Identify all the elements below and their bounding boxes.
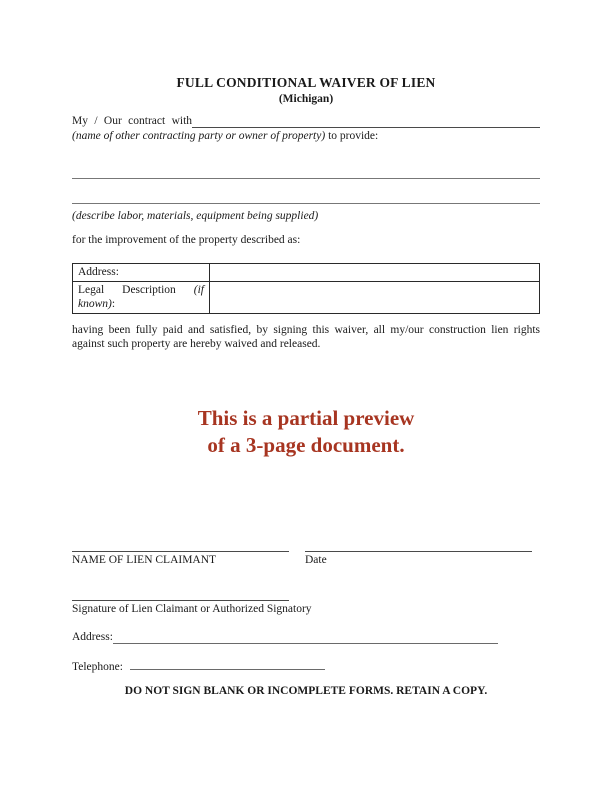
form-title: FULL CONDITIONAL WAIVER OF LIEN: [176, 75, 436, 90]
telephone-row: [72, 657, 540, 674]
preview-notice-line-2: of a 3-page document.: [207, 432, 405, 457]
claimant-date-row: [72, 551, 540, 567]
supply-description-blank-line-1: [72, 144, 540, 179]
contract-with-row: [72, 114, 540, 129]
telephone-blank-line: [130, 657, 325, 670]
telephone-label: Telephone:: [72, 660, 123, 673]
form-state-subtitle: (Michigan): [278, 93, 334, 105]
claimant-name-label: NAME OF LIEN CLAIMANT: [72, 553, 217, 566]
contract-party-blank-line: [192, 114, 540, 128]
signature-label: Signature of Lien Claimant or Authorized Signatory: [72, 602, 312, 615]
legal-description-colon: :: [111, 297, 116, 310]
waiver-statement: having been fully paid and satisfied, by signing this waiver, all my/our construction lien rights against such property are hereby waived and released.: [72, 323, 540, 350]
contract-party-hint: (name of other contracting party or owner of property): [72, 130, 326, 142]
signature-blank-line: [72, 600, 289, 601]
legal-description-value-cell: [210, 281, 540, 313]
date-label: Date: [305, 553, 327, 566]
legal-description-label: Legal Description: [78, 283, 194, 296]
address-label: Address:: [78, 265, 119, 278]
address-value-cell: [210, 263, 540, 281]
address-label-cell: [73, 263, 210, 281]
preview-notice: [72, 405, 540, 459]
table-row-legal-description: [73, 281, 540, 313]
claimant-address-row: [72, 630, 540, 645]
improvement-statement: for the improvement of the property described as:: [72, 233, 301, 246]
table-row-address: [73, 263, 540, 281]
claimant-name-block: [72, 551, 289, 567]
to-provide-label: to provide:: [325, 130, 379, 142]
contract-with-label: My / Our contract with: [72, 115, 193, 127]
claimant-name-blank-line: [72, 551, 289, 552]
claimant-address-label: Address:: [72, 630, 113, 643]
claimant-address-blank-line: [113, 630, 498, 644]
date-block: [305, 551, 532, 567]
legal-description-label-cell: [73, 281, 210, 313]
property-table: [72, 263, 540, 314]
signature-block: [72, 600, 540, 616]
legal-description-if-known: (if known): [78, 283, 204, 310]
preview-notice-line-1: This is a partial preview: [197, 405, 415, 430]
warning-text: DO NOT SIGN BLANK OR INCOMPLETE FORMS. RETAIN A COPY.: [124, 684, 488, 697]
contract-hint-row: [72, 129, 540, 144]
date-blank-line: [305, 551, 532, 552]
supply-description-hint: (describe labor, materials, equipment being supplied): [72, 209, 319, 222]
supply-description-blank-line-2: [72, 179, 540, 204]
